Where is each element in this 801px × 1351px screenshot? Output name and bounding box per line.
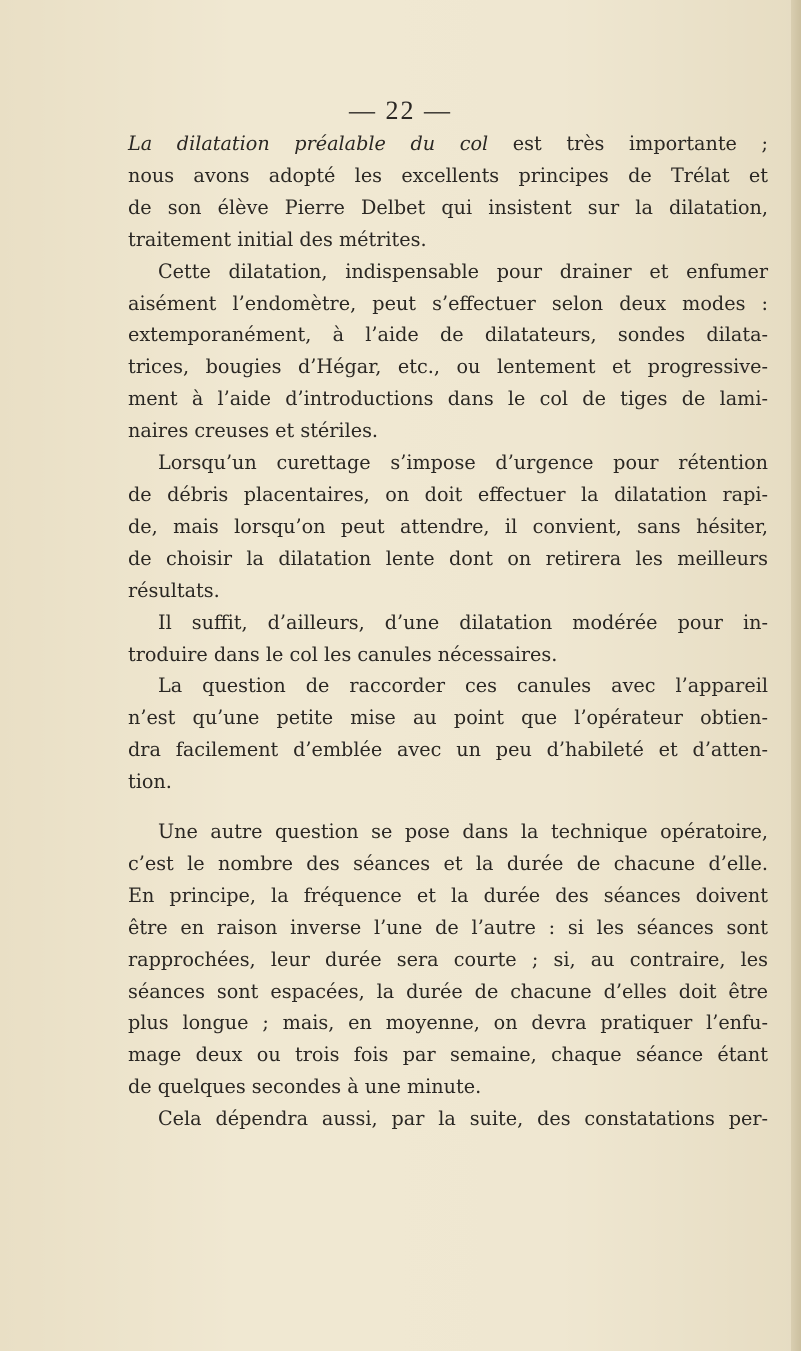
text-line: troduire dans le col les canules nécessaires. xyxy=(128,642,558,666)
text-line: de, mais lorsqu’on peut attendre, il convient, sans hésiter, xyxy=(128,514,768,538)
text-line: trices, bougies d’Hégar, etc., ou lentement et progressive- xyxy=(128,355,768,379)
section-gap xyxy=(128,798,768,816)
text-line: ment à l’aide d’introductions dans le col de tiges de lami- xyxy=(128,387,768,411)
text-line: être en raison inverse l’une de l’autre : si les séances sont xyxy=(128,915,768,939)
text-run: est très importante ; xyxy=(488,132,768,155)
page-number: — 22 — xyxy=(349,96,452,125)
text-line: nous avons adopté les excellents principes de Trélat et xyxy=(128,163,768,187)
text-line: Cette dilatation, indispensable pour drainer et enfumer xyxy=(158,259,768,283)
text-line: de quelques secondes à une minute. xyxy=(128,1075,482,1099)
text-line: de débris placentaires, on doit effectuer la dilatation rapi- xyxy=(128,482,768,506)
body-text xyxy=(128,128,768,1135)
text-line: naires creuses et stériles. xyxy=(128,419,379,443)
italic-phrase: La dilatation préalable du col xyxy=(128,132,489,155)
text-line: de choisir la dilatation lente dont on retirera les meilleurs xyxy=(128,546,768,570)
text-line: La question de raccorder ces canules avec l’appareil xyxy=(158,674,768,698)
text-line: de son élève Pierre Delbet qui insistent sur la dilatation, xyxy=(128,195,768,219)
text-line: n’est qu’une petite mise au point que l’opérateur obtien- xyxy=(128,706,768,730)
text-line: tion. xyxy=(128,770,172,794)
text-line: c’est le nombre des séances et la durée de chacune d’elle. xyxy=(128,851,768,875)
text-line: dra facilement d’emblée avec un peu d’habileté et d’atten- xyxy=(128,738,768,762)
text-line: En principe, la fréquence et la durée des séances doivent xyxy=(128,883,768,907)
text-line: Une autre question se pose dans la technique opératoire, xyxy=(158,820,768,844)
text-line: aisément l’endomètre, peut s’effectuer selon deux modes : xyxy=(128,291,768,315)
text-line: Lorsqu’un curettage s’impose d’urgence pour rétention xyxy=(158,451,768,475)
text-line: Cela dépendra aussi, par la suite, des constatations per- xyxy=(158,1107,768,1131)
page-edge xyxy=(791,0,801,1351)
text-line: résultats. xyxy=(128,578,220,602)
text-line xyxy=(128,128,768,160)
text-line: séances sont espacées, la durée de chacune d’elles doit être xyxy=(128,979,768,1003)
text-line: rapprochées, leur durée sera courte ; si, au contraire, les xyxy=(128,947,768,971)
text-line: plus longue ; mais, en moyenne, on devra pratiquer l’enfu- xyxy=(128,1011,768,1035)
text-line: Il suffit, d’ailleurs, d’une dilatation modérée pour in- xyxy=(158,610,768,634)
text-line: traitement initial des métrites. xyxy=(128,227,427,251)
text-line: extemporanément, à l’aide de dilatateurs, sondes dilata- xyxy=(128,323,768,347)
text-line: mage deux ou trois fois par semaine, chaque séance étant xyxy=(128,1043,768,1067)
